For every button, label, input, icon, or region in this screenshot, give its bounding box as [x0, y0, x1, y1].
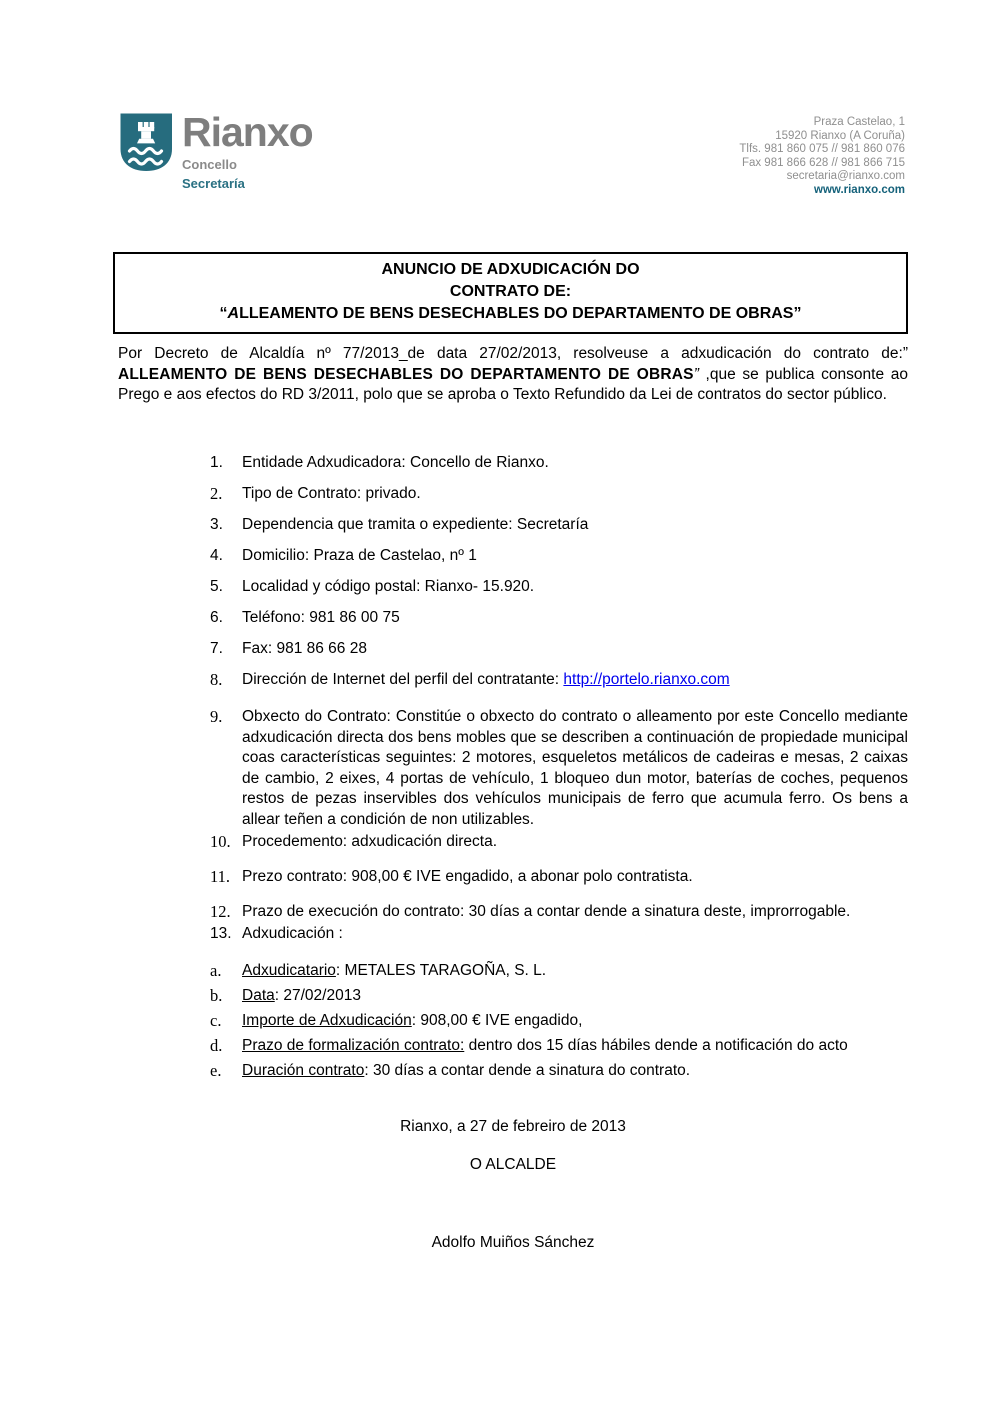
brand-name: Rianxo	[182, 109, 313, 155]
list-item-a: a. Adxudicatario: METALES TARAGOÑA, S. L.	[210, 961, 547, 980]
title-line-2: CONTRATO DE:	[449, 283, 572, 300]
title-line-3: “ALLEAMENTO DE BENS DESECHABLES DO DEPARTAMENTO DE OBRAS”	[219, 305, 802, 322]
address-line-fax: Fax 981 866 628 // 981 866 715	[741, 156, 905, 169]
title-line-1: ANUNCIO DE ADXUDICACIÓN DO	[381, 261, 640, 278]
website-text: www.rianxo.com	[814, 183, 905, 196]
numbered-list	[118, 453, 908, 944]
list-item-4: 4. Domicilio: Praza de Castelao, nº 1	[210, 547, 477, 564]
list-item-8: 8. Dirección de Internet del perfil del contratante: http://portelo.rianxo.com	[210, 670, 730, 689]
list-item-c: c. Importe de Adxudicación: 908,00 € IVE engadido,	[210, 1011, 583, 1030]
contractor-profile-link[interactable]: http://portelo.rianxo.com	[563, 671, 730, 688]
list-item-d: d. Prazo de formalización contrato: dentro dos 15 días hábiles dende a notificación do acto	[210, 1036, 848, 1055]
intro-paragraph: Por Decreto de Alcaldía nº 77/2013_de data 27/02/2013, resolveuse a adxudicación do contrato de:” ALLEAMENTO DE BENS DESECHABLES DO DEPARTAMENTO DE OBRAS” ,que se publica consonte ao Prego e aos efectos do RD 3/2011, polo que se aproba o Texto Refundido da Lei de contratos do sector público.	[118, 345, 908, 403]
lettered-list	[118, 961, 908, 1081]
list-item-1: 1. Entidade Adxudicadora: Concello de Rianxo.	[210, 454, 549, 471]
list-item-5: 5. Localidad y código postal: Rianxo- 15.920.	[210, 578, 535, 595]
title-box	[113, 252, 908, 334]
address-line-email: secretaria@rianxo.com	[786, 170, 905, 183]
list-item-3: 3. Dependencia que tramita o expediente: Secretaría	[210, 516, 589, 533]
address-line-city: 15920 Rianxo (A Coruña)	[775, 129, 905, 142]
signature-name: Adolfo Muiños Sánchez	[431, 1234, 595, 1251]
list-item-9: 9. Obxecto do Contrato: Constitúe o obxecto do contrato o alleamento por este Concello mediante adxudicación directa dos bens mobles que se describen a continuación de propiedade municipal coas características seguintes: 2 motores, esqueletos metálicos de cadeiras e mesas, 2 caixas de cambio, 2 eixes, 4 portas de vehículo, 1 bloqueo dun motor, baterías de coches, pequenos restos de pezas inservibles dos vehículos municipais de ferro que acumula ferro. Os bens a allear teñen a condición de non utilizables.	[210, 707, 908, 828]
list-item-11: 11. Prezo contrato: 908,00 € IVE engadido, a abonar polo contratista.	[210, 867, 693, 886]
list-item-7: 7. Fax: 981 86 66 28	[210, 640, 367, 657]
list-item-10: 10. Procedemento: adxudicación directa.	[210, 832, 498, 851]
rianxo-shield-icon	[120, 113, 173, 191]
date-line: Rianxo, a 27 de febreiro de 2013	[400, 1118, 626, 1135]
intro-bold-contract-name: ALLEAMENTO DE BENS DESECHABLES DO DEPARTAMENTO DE OBRAS	[118, 365, 694, 383]
document-body	[118, 453, 908, 1086]
list-item-6: 6. Teléfono: 981 86 00 75	[210, 609, 400, 626]
address-block	[739, 116, 905, 198]
signer-role: O ALCALDE	[469, 1156, 557, 1173]
list-item-2: 2. Tipo de Contrato: privado.	[210, 484, 421, 503]
address-line-phones: Tlfs. 981 860 075 // 981 860 076	[739, 143, 905, 156]
address-line-street: Praza Castelao, 1	[813, 116, 905, 128]
list-item-12: 12. Prazo de execución do contrato: 30 días a contar dende a sinatura deste, improrrogable.	[210, 902, 851, 921]
org-label: Concello	[182, 157, 237, 172]
dept-label: Secretaría	[182, 176, 245, 191]
list-item-e: e. Duración contrato: 30 días a contar dende a sinatura do contrato.	[210, 1061, 691, 1080]
concello-rianxo-logo	[120, 109, 313, 191]
list-item-13: 13. Adxudicación :	[210, 925, 343, 942]
list-item-b: b. Data: 27/02/2013	[210, 986, 361, 1005]
